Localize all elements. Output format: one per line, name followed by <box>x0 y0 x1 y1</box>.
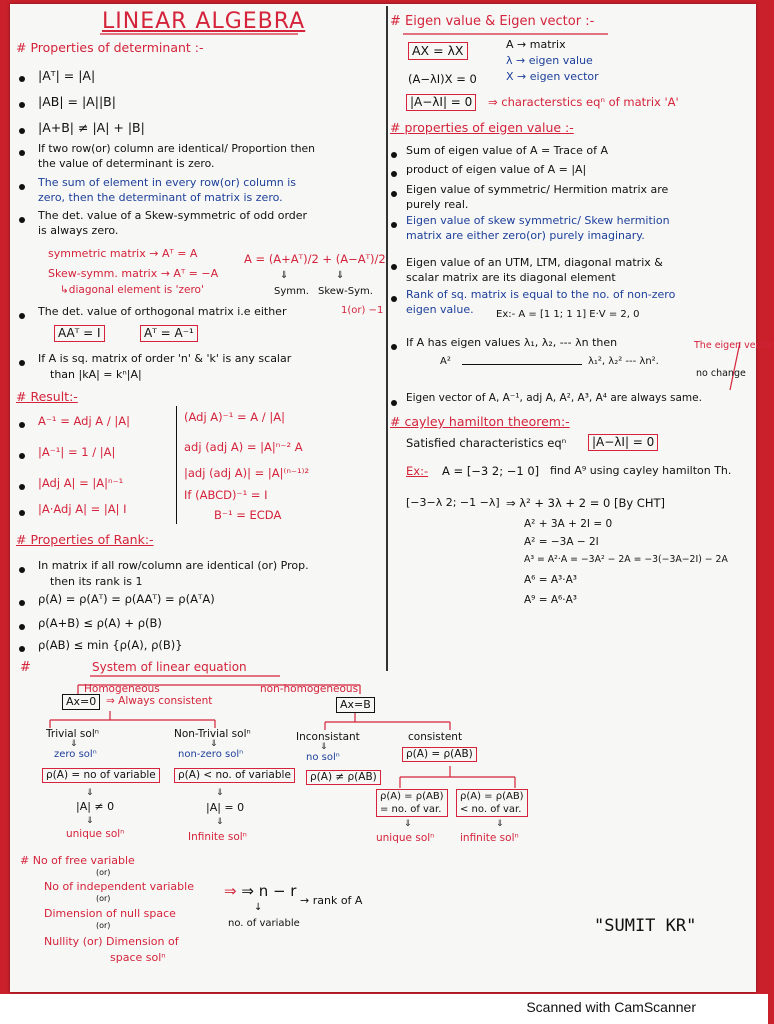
cayley-step-3: A² = −3A − 2I <box>524 536 599 548</box>
cayley-step-6: A⁹ = A⁶·A³ <box>524 594 577 606</box>
bullet <box>19 217 25 223</box>
nonzero-soln: non-zero solⁿ <box>178 749 244 760</box>
rank-prop-2: ρ(A) = ρ(Aᵀ) = ρ(AAᵀ) = ρ(AᵀA) <box>38 592 215 606</box>
bullet <box>391 191 397 197</box>
det-rule-3a: The det. value of a Skew-symmetric of odd order <box>38 209 308 222</box>
result-right-2: adj (adj A) = |A|ⁿ⁻² A <box>184 440 303 454</box>
formula-text: ⇒ n − r <box>241 882 297 900</box>
homogeneous-label: Homogeneous <box>84 683 160 695</box>
rank-prop-1a: In matrix if all row/column are identical (or) Prop. <box>38 559 309 572</box>
result-divider <box>176 406 177 524</box>
cayley-step-matrix: [−3−λ 2; −1 −λ] <box>406 496 500 509</box>
eigen-prop-5a: Eigen value of an UTM, LTM, diagonal matrix & <box>406 256 663 269</box>
ax-lambda-box: AX = λX <box>408 42 468 60</box>
arrow: ⇓ <box>86 816 94 826</box>
rank-no-var-box: ρ(A) = no of variable <box>42 768 160 783</box>
free-line-4: Nullity (or) Dimension of <box>44 935 179 948</box>
bullet <box>19 150 25 156</box>
page-title: LINEAR ALGEBRA <box>102 9 306 34</box>
arrow: ⇓ <box>86 788 94 798</box>
ax-b-box: Ax=B <box>336 697 375 713</box>
no-of-variable-label: no. of variable <box>228 918 300 929</box>
powers-arrow <box>462 364 582 365</box>
eigen-prop-2: product of eigen value of A = |A| <box>406 163 587 176</box>
bullet <box>391 152 397 158</box>
bullet <box>19 646 25 652</box>
eigen-prop-1: Sum of eigen value of A = Trace of A <box>406 144 608 157</box>
cayley-step-4: A³ = A²·A = −3A² − 2A = −3(−3A−2I) − 2A <box>524 554 728 565</box>
powers-text: If A has eigen values λ₁, λ₂, --- λn then <box>406 336 618 349</box>
result-right-4: If (ABCD)⁻¹ = I <box>184 488 268 502</box>
det-rule-1b: the value of determinant is zero. <box>38 157 215 170</box>
consistent-label: consistent <box>408 731 463 743</box>
bullet <box>19 313 25 319</box>
zero-soln: zero solⁿ <box>54 749 97 760</box>
det-rule-2b: zero, then the determinant of matrix is zero. <box>38 191 283 204</box>
arrow: ⇓ <box>320 742 328 752</box>
free-formula <box>224 882 296 901</box>
ax-zero-box: Ax=0 <box>62 694 100 710</box>
scalar-rule-a: If A is sq. matrix of order 'n' & 'k' is any scalar <box>38 352 292 365</box>
result-left-1: A⁻¹ = Adj A / |A| <box>38 414 130 428</box>
result-heading: # Result:- <box>16 389 78 404</box>
eigen-prop-5b: scalar matrix are its diagonal element <box>406 271 616 284</box>
free-line-1: # No of free variable <box>20 854 135 867</box>
powers-a2: A² <box>440 356 451 367</box>
bullet <box>19 567 25 573</box>
symm-label: Symm. <box>274 286 309 297</box>
det-rule-3b: is always zero. <box>38 224 119 237</box>
nontrivial-soln: Non-Trivial solⁿ <box>174 728 251 740</box>
arrow: ⇓ <box>70 739 78 749</box>
bullet <box>391 296 397 302</box>
free-line-2: No of independent variable <box>44 880 194 893</box>
det-nonzero: |A| ≠ 0 <box>76 800 115 813</box>
legend-1 <box>506 38 566 52</box>
cayley-heading: # cayley hamilton theorem:- <box>390 414 570 429</box>
rank-equal-box: ρ(A) = ρ(AB) <box>402 747 477 762</box>
result-left-2: |A⁻¹| = 1 / |A| <box>38 445 116 459</box>
bullet <box>19 624 25 630</box>
same-eigen-note: The eigen vector <box>694 340 774 351</box>
det-rule-1a: If two row(or) column are identical/ Proportion then <box>38 142 316 155</box>
arrow: ⇓ <box>404 819 412 829</box>
notes-page <box>10 4 774 992</box>
scalar-rule-b: than |kA| = kⁿ|A| <box>50 368 142 381</box>
case-2-line-1: ρ(A) = ρ(AB) <box>460 791 524 802</box>
bullet <box>19 453 25 459</box>
rank-heading: # Properties of Rank:- <box>16 532 154 547</box>
case-2-line-2: < no. of var. <box>460 804 522 815</box>
arrow: ⇓ <box>496 819 504 829</box>
result-right-5: B⁻¹ = ECDA <box>214 508 282 522</box>
determinant-heading: # Properties of determinant :- <box>16 40 204 55</box>
infinite-soln: Infinite solⁿ <box>188 831 247 843</box>
no-soln: no solⁿ <box>306 752 340 763</box>
eigen-heading: # Eigen value & Eigen vector :- <box>390 14 595 29</box>
bullet <box>19 360 25 366</box>
scanner-watermark: Scanned with CamScanner <box>526 999 696 1015</box>
cayley-satisfied: Satisfied characteristics eqⁿ <box>406 436 567 450</box>
free-or-2: (or) <box>96 894 111 903</box>
orthogonal-text: The det. value of orthogonal matrix i.e either <box>38 305 287 318</box>
bullet <box>19 422 25 428</box>
eigen-prop-3b: purely real. <box>406 198 469 211</box>
char-eqn-box: |A−λI| = 0 <box>406 94 476 111</box>
always-consistent: ⇒ Always consistent <box>106 695 213 707</box>
bullet <box>19 600 25 606</box>
formula-arrow: ⇒ <box>224 882 237 900</box>
eigen-prop-4a: Eigen value of skew symmetric/ Skew hermition <box>406 214 670 227</box>
legend-3: X → eigen vector <box>506 70 599 83</box>
rank-lt-var-box: ρ(A) < no. of variable <box>174 768 295 783</box>
unique-soln: unique solⁿ <box>66 828 125 840</box>
trivial-soln: Trivial solⁿ <box>46 728 99 740</box>
no-change-note: no change <box>696 368 746 379</box>
bullet <box>391 264 397 270</box>
rank-prop-1b: then its rank is 1 <box>50 575 143 588</box>
free-or-1: (or) <box>96 868 111 877</box>
result-right-3: |adj (adj A)| = |A|⁽ⁿ⁻¹⁾² <box>184 466 310 480</box>
unique-soln-2: unique solⁿ <box>376 832 435 844</box>
rank-of-a-label: → rank of A <box>300 894 363 907</box>
orthogonal-value: 1(or) −1 <box>341 305 384 316</box>
rank-ne-box: ρ(A) ≠ ρ(AB) <box>306 770 381 785</box>
bullet <box>391 344 397 350</box>
eigen-prop-6a: Rank of sq. matrix is equal to the no. of non-zero <box>406 288 676 301</box>
eigen-prop-3a: Eigen value of symmetric/ Hermition matrix are <box>406 183 669 196</box>
non-homogeneous-label: non-homogeneous <box>260 683 359 695</box>
symmetric-def: symmetric matrix → Aᵀ = A <box>48 247 198 260</box>
arrow: ↓ <box>254 902 263 913</box>
bullet <box>391 222 397 228</box>
result-right-1: (Adj A)⁻¹ = A / |A| <box>184 410 285 424</box>
det-prop-1: |Aᵀ| = |A| <box>38 68 96 83</box>
case-1-line-1: ρ(A) = ρ(AB) <box>380 791 444 802</box>
decomp-arrow-1: ⇓ <box>280 270 289 281</box>
det-zero: |A| = 0 <box>206 801 245 814</box>
arrow: ⇓ <box>216 788 224 798</box>
skew-diag-note: ↳diagonal element is 'zero' <box>60 284 204 296</box>
det-prop-3: |A+B| ≠ |A| + |B| <box>38 120 145 135</box>
bullet <box>19 76 25 82</box>
decomp-arrow-2: ⇓ <box>336 270 345 281</box>
system-hash: # <box>20 660 31 675</box>
eigen-prop-heading: # properties of eigen value :- <box>390 120 574 135</box>
skew-def: Skew-symm. matrix → Aᵀ = −A <box>48 267 219 280</box>
ortho-eq-2: Aᵀ = A⁻¹ <box>140 325 198 342</box>
free-or-3: (or) <box>96 921 111 930</box>
cayley-step-1: ⇒ λ² + 3λ + 2 = 0 [By CHT] <box>506 496 665 510</box>
rank-prop-4: ρ(AB) ≤ min {ρ(A), ρ(B)} <box>38 638 183 652</box>
char-eqn-text: ⇒ characterstics eqⁿ of matrix 'A' <box>488 95 679 109</box>
rank-example: Ex:- A = [1 1; 1 1] E·V = 2, 0 <box>496 309 640 320</box>
case-1-line-2: = no. of var. <box>380 804 442 815</box>
cayley-ex: Ex:- <box>406 464 429 478</box>
bullet <box>391 171 397 177</box>
decomposition: A = (A+Aᵀ)/2 + (A−Aᵀ)/2 <box>244 252 386 266</box>
eigen-vector-same: Eigen vector of A, A⁻¹, adj A, A², A³, A⁴ are always same. <box>406 392 702 404</box>
det-rule-2a: The sum of element in every row(or) column is <box>38 176 297 189</box>
cayley-matrix: A = [−3 2; −1 0] <box>442 464 540 478</box>
result-left-3: |Adj A| = |A|ⁿ⁻¹ <box>38 476 124 490</box>
ortho-eq-1: AAᵀ = I <box>54 325 105 342</box>
cayley-box: |A−λI| = 0 <box>588 434 658 451</box>
arrow: ⇓ <box>210 739 218 749</box>
legend-2: λ → eigen value <box>506 54 593 67</box>
skew-label: Skew-Sym. <box>318 286 373 297</box>
bullet <box>391 400 397 406</box>
system-heading: System of linear equation <box>92 660 247 674</box>
free-line-5: space solⁿ <box>110 951 166 964</box>
cayley-step-2: A² + 3A + 2I = 0 <box>524 518 613 530</box>
consistent-case-1 <box>376 789 448 817</box>
bullet <box>19 484 25 490</box>
infinite-soln-2: infinite solⁿ <box>460 832 519 844</box>
consistent-case-2 <box>456 789 528 817</box>
rank-prop-3: ρ(A+B) ≤ ρ(A) + ρ(B) <box>38 616 162 630</box>
eigen-prop-6b: eigen value. <box>406 303 474 316</box>
inconsistant-label: Inconsistant <box>296 731 360 743</box>
signature: "SUMIT KR" <box>594 916 697 936</box>
eigen-prop-4b: matrix are either zero(or) purely imaginary. <box>406 229 645 242</box>
det-prop-2: |AB| = |A||B| <box>38 94 116 109</box>
cayley-step-5: A⁶ = A³·A³ <box>524 574 577 586</box>
bullet <box>19 102 25 108</box>
powers-result: λ₁², λ₂² --- λn². <box>588 356 659 367</box>
cayley-find: find A⁹ using cayley hamilton Th. <box>550 464 732 477</box>
bullet <box>19 510 25 516</box>
arrow: ⇓ <box>216 817 224 827</box>
bullet <box>19 184 25 190</box>
result-left-4: |A·Adj A| = |A| I <box>38 502 127 516</box>
free-line-3: Dimension of null space <box>44 907 176 920</box>
eigen-equation: (A−λI)X = 0 <box>408 72 477 86</box>
legend-1-text: A → matrix <box>506 38 566 51</box>
bullet <box>19 128 25 134</box>
